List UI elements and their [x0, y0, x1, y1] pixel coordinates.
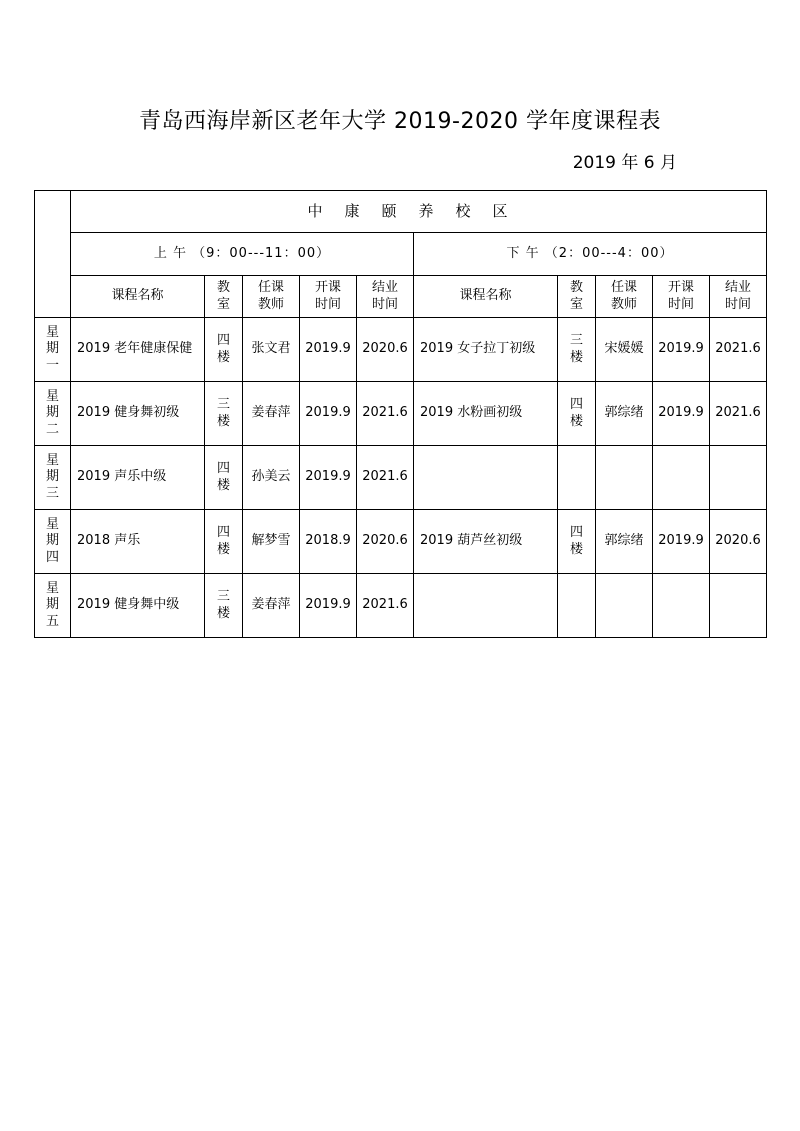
am-course: 2018 声乐 — [71, 510, 205, 574]
am-room — [205, 382, 243, 446]
pm-end — [710, 446, 767, 510]
header-teacher-pm-label: 任课 教师 — [610, 280, 637, 312]
day-text: 星 期 三 — [45, 453, 59, 501]
pm-room-text: 三 楼 — [569, 333, 583, 365]
pm-room — [558, 446, 596, 510]
day-label — [35, 446, 71, 510]
table-row — [35, 382, 767, 446]
am-start: 2019.9 — [300, 318, 357, 382]
am-end: 2020.6 — [357, 318, 414, 382]
header-room-label: 教 室 — [216, 280, 230, 312]
afternoon-session: 下 午 （2：00---4：00） — [414, 233, 767, 276]
header-end-label: 结业 时间 — [371, 280, 398, 312]
am-course: 2019 老年健康保健 — [71, 318, 205, 382]
pm-teacher — [596, 574, 653, 638]
am-start: 2019.9 — [300, 382, 357, 446]
day-label — [35, 318, 71, 382]
am-end: 2020.6 — [357, 510, 414, 574]
header-start-pm — [653, 276, 710, 318]
pm-course: 2019 女子拉丁初级 — [414, 318, 558, 382]
morning-session: 上 午 （9：00---11：00） — [71, 233, 414, 276]
pm-teacher: 郭综绪 — [596, 382, 653, 446]
am-teacher: 孙美云 — [243, 446, 300, 510]
pm-room-text: 四 楼 — [569, 397, 583, 429]
pm-start — [653, 574, 710, 638]
pm-start: 2019.9 — [653, 318, 710, 382]
header-room-pm — [558, 276, 596, 318]
day-label — [35, 510, 71, 574]
am-teacher: 张文君 — [243, 318, 300, 382]
campus-name: 中康颐养校区 — [71, 191, 767, 233]
am-room — [205, 510, 243, 574]
am-teacher: 姜春萍 — [243, 574, 300, 638]
pm-room — [558, 574, 596, 638]
pm-room — [558, 382, 596, 446]
day-label — [35, 382, 71, 446]
am-room-text: 四 楼 — [216, 461, 230, 493]
am-room-text: 四 楼 — [216, 525, 230, 557]
pm-start: 2019.9 — [653, 382, 710, 446]
am-course: 2019 健身舞中级 — [71, 574, 205, 638]
pm-teacher — [596, 446, 653, 510]
am-teacher: 解梦雪 — [243, 510, 300, 574]
pm-course: 2019 葫芦丝初级 — [414, 510, 558, 574]
header-room — [205, 276, 243, 318]
header-course: 课程名称 — [71, 276, 205, 318]
table-row — [35, 510, 767, 574]
day-text: 星 期 五 — [45, 581, 59, 629]
pm-course — [414, 446, 558, 510]
day-text: 星 期 一 — [45, 325, 59, 373]
page-title: 青岛西海岸新区老年大学 2019-2020 学年度课程表 — [139, 109, 661, 134]
pm-room-text: 四 楼 — [569, 525, 583, 557]
header-teacher-pm — [596, 276, 653, 318]
table-row — [35, 574, 767, 638]
pm-course — [414, 574, 558, 638]
pm-end: 2021.6 — [710, 318, 767, 382]
am-end: 2021.6 — [357, 446, 414, 510]
pm-end: 2021.6 — [710, 382, 767, 446]
pm-course: 2019 水粉画初级 — [414, 382, 558, 446]
schedule-table — [34, 190, 767, 638]
am-start: 2019.9 — [300, 574, 357, 638]
am-start: 2019.9 — [300, 446, 357, 510]
pm-room — [558, 318, 596, 382]
pm-room — [558, 510, 596, 574]
pm-teacher: 宋媛媛 — [596, 318, 653, 382]
pm-end — [710, 574, 767, 638]
header-room-pm-label: 教 室 — [569, 280, 583, 312]
pm-start — [653, 446, 710, 510]
header-end-pm — [710, 276, 767, 318]
am-start: 2018.9 — [300, 510, 357, 574]
am-room — [205, 574, 243, 638]
day-text: 星 期 二 — [45, 389, 59, 437]
am-course: 2019 声乐中级 — [71, 446, 205, 510]
pm-teacher: 郭综绪 — [596, 510, 653, 574]
day-text: 星 期 四 — [45, 517, 59, 565]
am-teacher: 姜春萍 — [243, 382, 300, 446]
am-room — [205, 446, 243, 510]
header-teacher — [243, 276, 300, 318]
am-room-text: 三 楼 — [216, 589, 230, 621]
pm-end: 2020.6 — [710, 510, 767, 574]
header-course-pm: 课程名称 — [414, 276, 558, 318]
am-end: 2021.6 — [357, 574, 414, 638]
pm-start: 2019.9 — [653, 510, 710, 574]
header-teacher-label: 任课 教师 — [257, 280, 284, 312]
header-start-pm-label: 开课 时间 — [667, 280, 694, 312]
table-row — [35, 446, 767, 510]
am-room-text: 三 楼 — [216, 397, 230, 429]
am-room — [205, 318, 243, 382]
header-start — [300, 276, 357, 318]
header-start-label: 开课 时间 — [314, 280, 341, 312]
am-room-text: 四 楼 — [216, 333, 230, 365]
document-date: 2019 年 6 月 — [572, 153, 677, 173]
table-row — [35, 318, 767, 382]
corner-cell — [35, 191, 71, 318]
am-course: 2019 健身舞初级 — [71, 382, 205, 446]
header-end — [357, 276, 414, 318]
day-label — [35, 574, 71, 638]
header-end-pm-label: 结业 时间 — [725, 280, 752, 312]
am-end: 2021.6 — [357, 382, 414, 446]
